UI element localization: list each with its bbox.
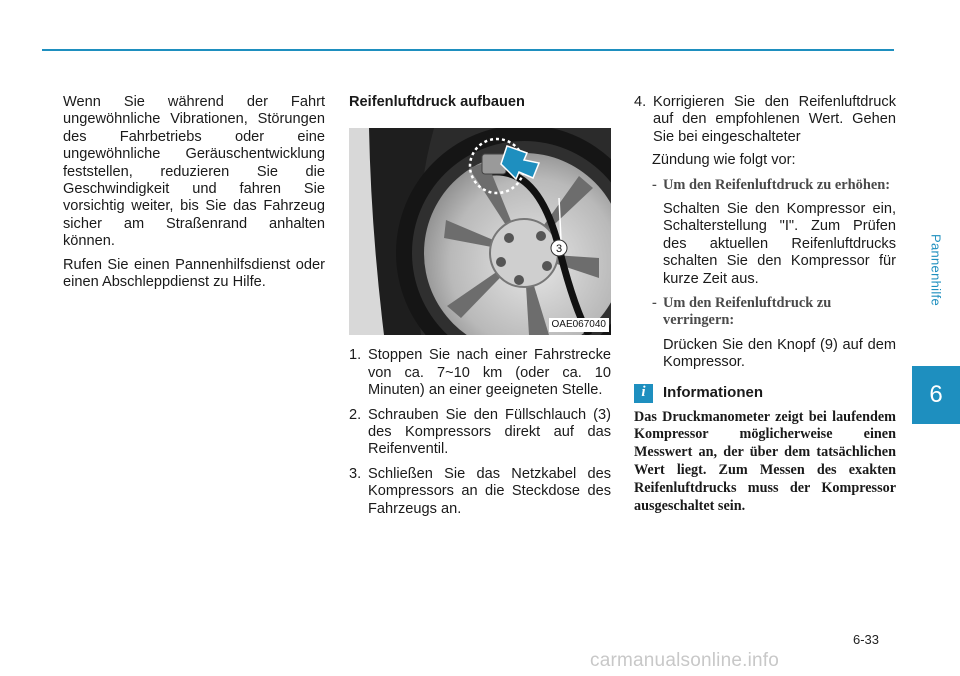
page-number: 6-33 (853, 632, 880, 647)
paragraph-vibration-warning: Wenn Sie während der Fahrt ungewöhnliche Vibrationen, Störungen des Fahrbetriebs oder eine ungewöhnliche Geräuschentwicklung feststellen, reduzieren Sie die Geschwindigkeit und fahren Sie vorsichtig weiter, bis Sie das Fahrzeug sicher am Straßenrand anhalten können. (63, 94, 325, 250)
info-icon: i (634, 384, 653, 403)
wheel-illustration (349, 128, 611, 335)
decrease-pressure-heading (634, 295, 896, 330)
ignition-instruction: Zündung wie folgt vor: (652, 152, 796, 169)
section-label: Pannenhilfe (928, 234, 944, 306)
figure-code: OAE067040 (549, 318, 610, 332)
column-1 (63, 94, 325, 297)
chapter-number-tab[interactable]: 6 (912, 366, 960, 424)
step-2-number: 2. (349, 406, 362, 423)
step-1-number: 1. (349, 347, 362, 364)
step-2-text: Schrauben Sie den Füllschlauch (3) des Kompressors direkt auf das Reifenventil. (368, 406, 611, 458)
decrease-pressure-text: Drücken Sie den Knopf (9) auf dem Kompressor. (663, 336, 896, 371)
step-4-number: 4. (634, 94, 647, 110)
column-3 (634, 94, 896, 515)
info-title: Informationen (663, 384, 763, 402)
step-1-text: Stoppen Sie nach einer Fahrstrecke von ca. 7~10 km (oder ca. 10 Minuten) an einer geeigneten Stelle. (368, 347, 611, 399)
watermark: carmanualsonline.info (590, 650, 780, 671)
step-3 (349, 466, 611, 518)
step-3-number: 3. (349, 465, 362, 482)
tire-valve-figure (349, 128, 611, 335)
dash-bullet: - (652, 295, 657, 312)
figure-callout-3: 3 (555, 243, 563, 256)
increase-pressure-title: Um den Reifenluftdruck zu erhöhen: (663, 176, 891, 193)
paragraph-call-assistance: Rufen Sie einen Pannenhilfsdienst oder einen Abschleppdienst zu Hilfe. (63, 256, 325, 291)
step-3-text: Schließen Sie das Netzkabel des Kompressors an die Steckdose des Fahrzeugs an. (368, 465, 611, 517)
info-box-header (634, 384, 896, 403)
decrease-pressure-title: Um den Reifenluftdruck zu verringern: (663, 295, 832, 329)
step-2 (349, 407, 611, 459)
step-4 (634, 94, 896, 146)
increase-pressure-heading (634, 177, 896, 194)
column-2 (349, 94, 611, 525)
info-text: Das Druckmanometer zeigt bei laufendem Kompressor möglicherweise einen Messwert an, der über dem tatsächlichen Wert liegt. Zum Messen des exakten Reifenluftdrucks muss der Kompressor ausgeschaltet sein. (634, 408, 896, 514)
top-rule (42, 49, 894, 51)
step-1 (349, 347, 611, 399)
dash-bullet: - (652, 176, 657, 193)
increase-pressure-text: Schalten Sie den Kompressor ein, Schalterstellung "I". Zum Prüfen des aktuellen Reifenluftdrucks schalten Sie den Kompressor für kurze Zeit aus. (663, 201, 896, 287)
section-heading: Reifenluftdruck aufbauen (349, 94, 525, 110)
step-4-text: Korrigieren Sie den Reifenluftdruck auf den empfohlenen Wert. Gehen Sie bei eingeschalteter (653, 94, 896, 145)
